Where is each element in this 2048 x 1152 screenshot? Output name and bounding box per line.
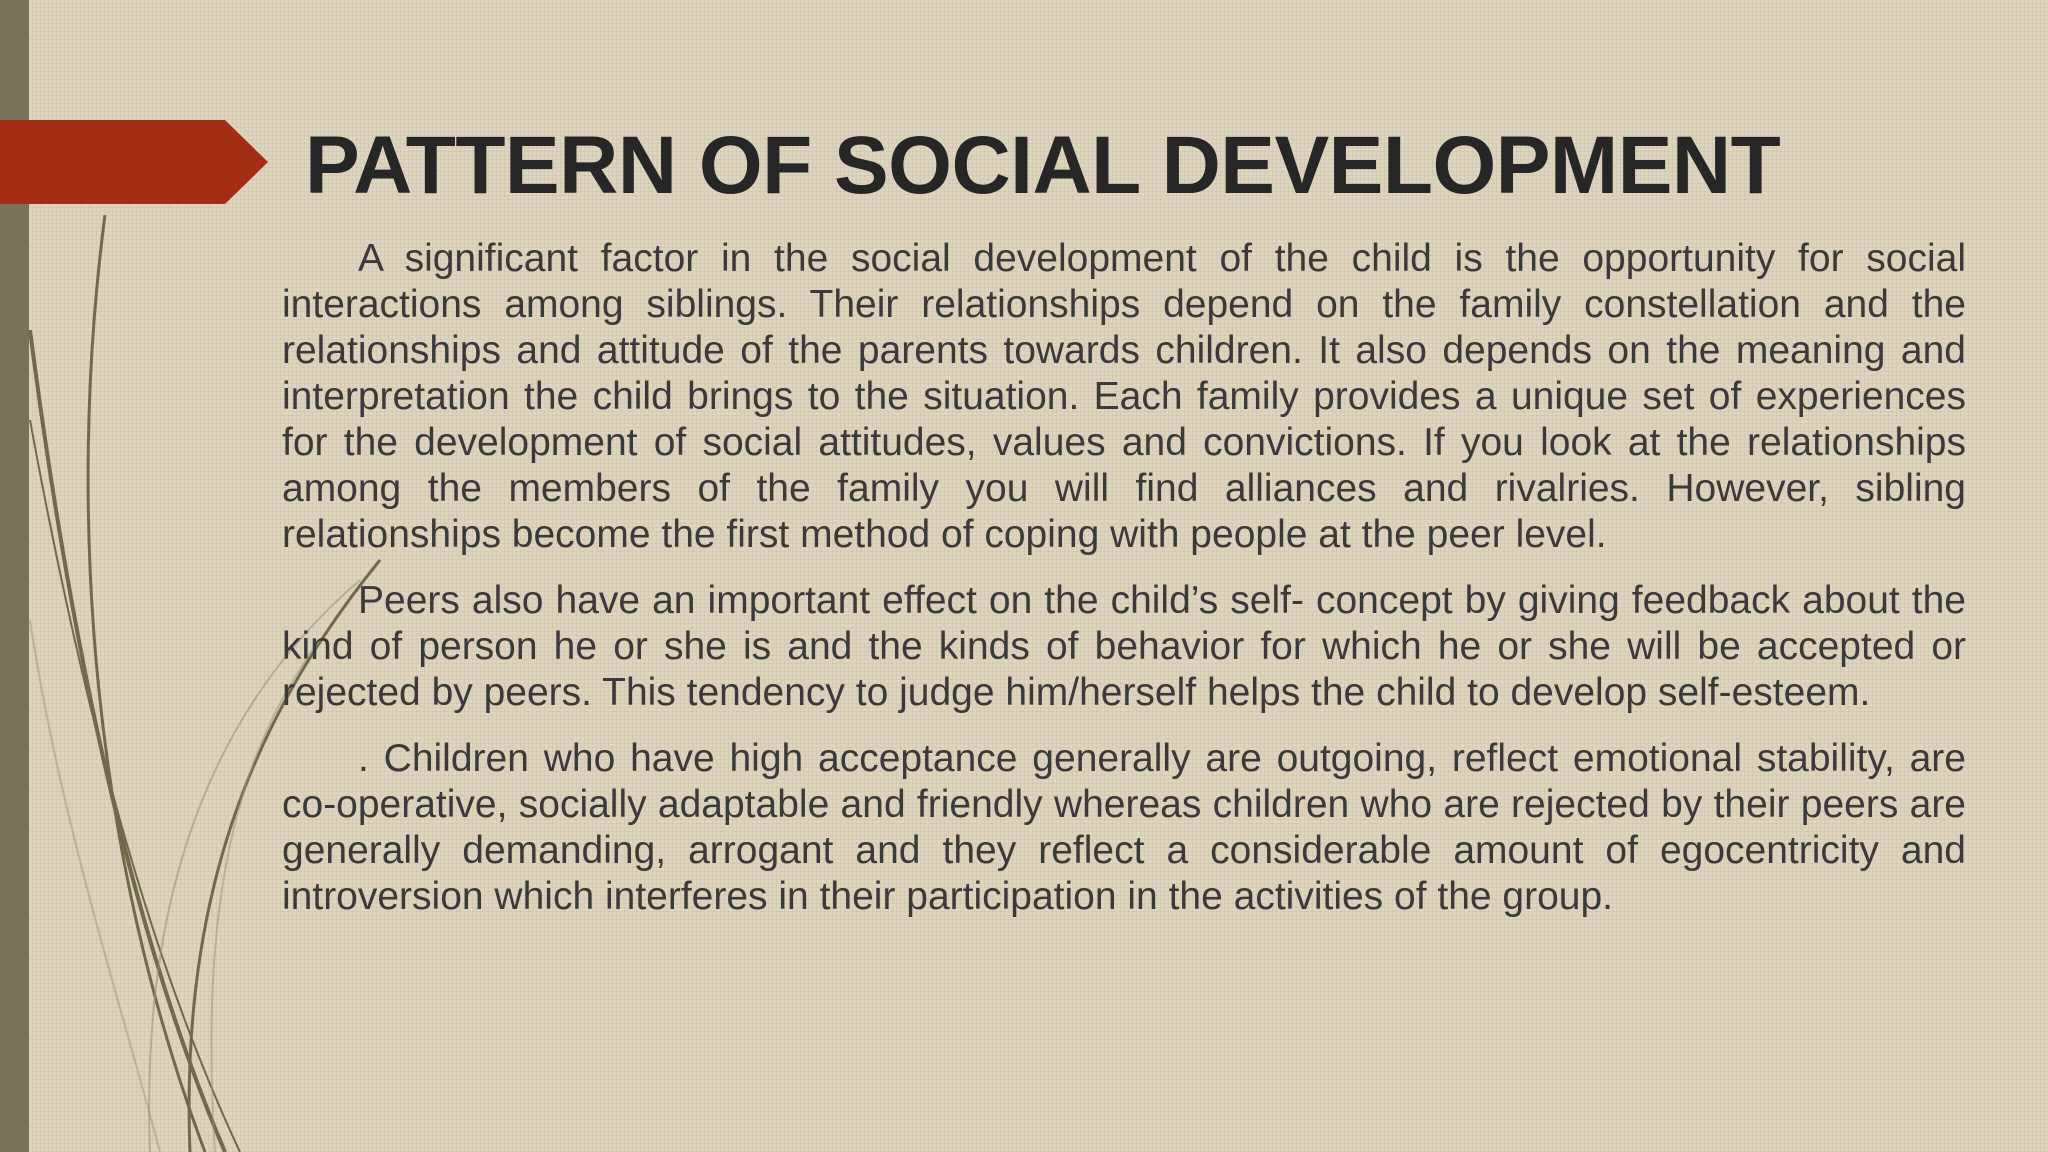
slide-body (282, 236, 1966, 940)
paragraph-acceptance: . Children who have high acceptance generally are outgoing, reflect emotional stability, are co-operative, socially adaptable and friendly whereas children who are rejected by their peers are generally demanding, arrogant and they reflect a considerable amount of egocentricity and introversion which interferes in their participation in the activities of the group. (282, 737, 1966, 918)
title-arrow-banner (0, 120, 268, 204)
paragraph-peers: Peers also have an important effect on the child’s self- concept by giving feedback about the kind of person he or she is and the kinds of behavior for which he or she will be accepted or rejected by peers. This tendency to judge him/herself helps the child to develop self-esteem. (282, 579, 1966, 714)
slide-title: PATTERN OF SOCIAL DEVELOPMENT (305, 120, 1781, 211)
paragraph-siblings: A significant factor in the social development of the child is the opportunity for social interactions among siblings. Their relationships depend on the family constellation and the relationships and attitude of the parents towards children. It also depends on the meaning and interpretation the child brings to the situation. Each family provides a unique set of experiences for the development of social attitudes, values and convictions. If you look at the relationships among the members of the family you will find alliances and rivalries. However, sibling relationships become the first method of coping with people at the peer level. (282, 237, 1966, 556)
